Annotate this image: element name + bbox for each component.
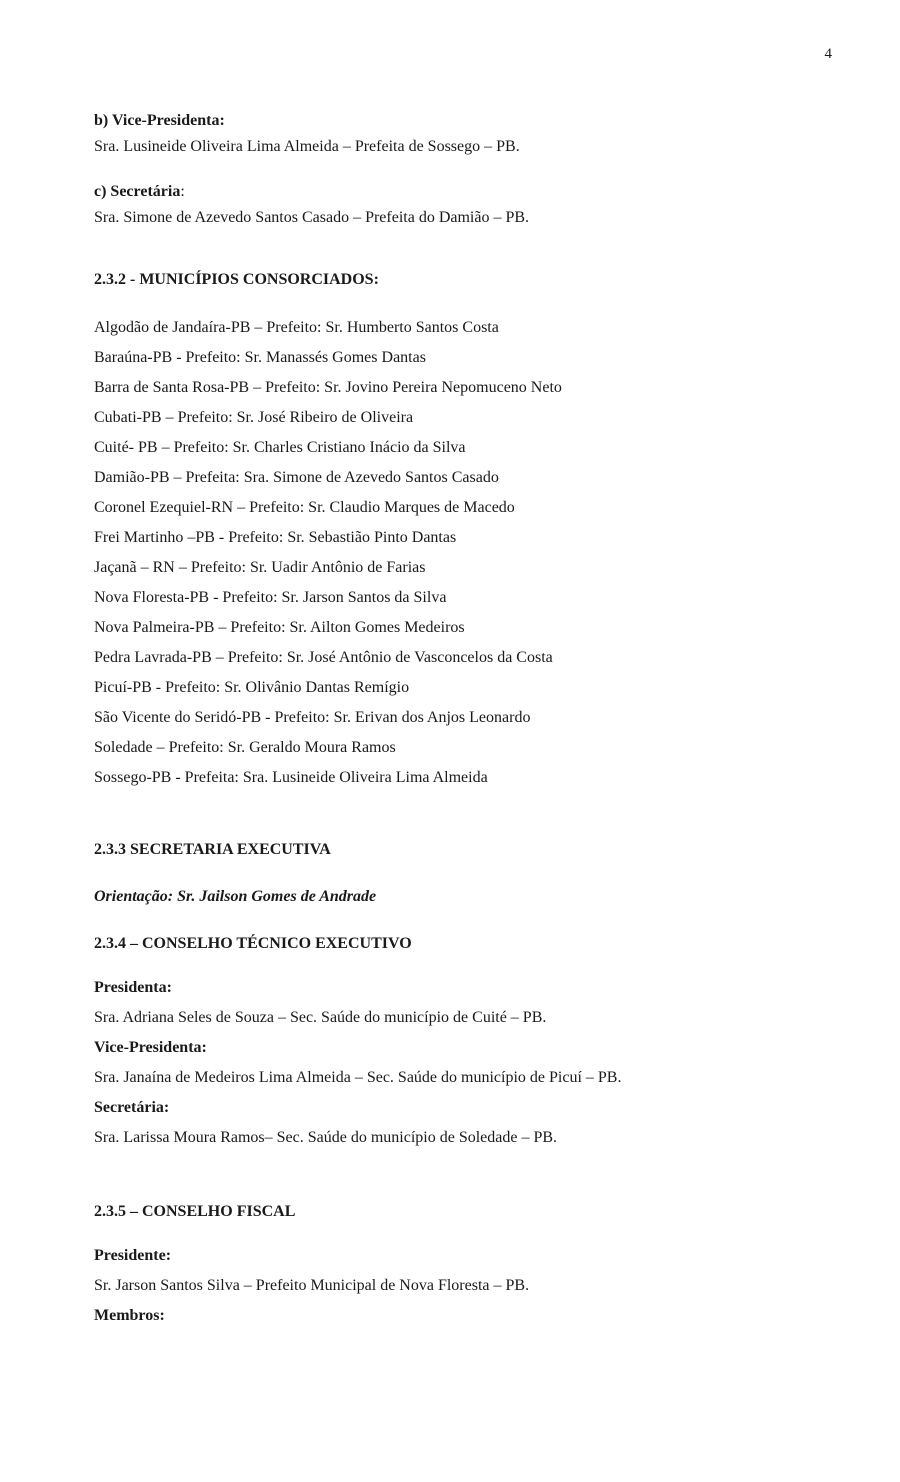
officer-value: Sr. Jarson Santos Silva – Prefeito Municipal de Nova Floresta – PB.: [94, 1277, 530, 1294]
section-title-municipios-consorciados: 2.3.2 - MUNICÍPIOS CONSORCIADOS:: [94, 271, 379, 288]
conselho-tecnico-entries: [94, 973, 822, 1153]
municipio-item: Picuí-PB - Prefeito: Sr. Olivânio Dantas Remígio: [94, 679, 410, 696]
entry-secretaria-label-line: [94, 179, 822, 205]
municipio-item: São Vicente do Seridó-PB - Prefeito: Sr. Erivan dos Anjos Leonardo: [94, 709, 531, 726]
municipio-item: Barra de Santa Rosa-PB – Prefeito: Sr. Jovino Pereira Nepomuceno Neto: [94, 379, 562, 396]
municipio-item: Soledade – Prefeito: Sr. Geraldo Moura Ramos: [94, 739, 396, 756]
officer-label-text: Presidenta:: [94, 979, 172, 996]
section-title-conselho-fiscal: 2.3.5 – CONSELHO FISCAL: [94, 1203, 296, 1220]
entry-vice-presidenta-label: b) Vice-Presidenta:: [94, 112, 225, 129]
officer-label-text: Presidente:: [94, 1247, 172, 1264]
entry-secretaria-value: Sra. Simone de Azevedo Santos Casado – Prefeita do Damião – PB.: [94, 209, 530, 226]
entry-vice-presidenta-value: Sra. Lusineide Oliveira Lima Almeida – Prefeita de Sossego – PB.: [94, 138, 520, 155]
municipio-item: Cuité- PB – Prefeito: Sr. Charles Cristiano Inácio da Silva: [94, 439, 466, 456]
officer-label-text: Vice-Presidenta:: [94, 1039, 207, 1056]
municipio-item: Damião-PB – Prefeita: Sra. Simone de Azevedo Santos Casado: [94, 469, 499, 486]
section-title-conselho-tecnico: 2.3.4 – CONSELHO TÉCNICO EXECUTIVO: [94, 935, 412, 952]
officer-label: [94, 1033, 822, 1063]
entry-secretaria: [94, 179, 822, 231]
entry-vice-presidenta: [94, 108, 822, 160]
orientacao-line: Orientação: Sr. Jailson Gomes de Andrade: [94, 888, 377, 905]
municipio-item: Sossego-PB - Prefeita: Sra. Lusineide Oliveira Lima Almeida: [94, 769, 488, 786]
officer-label: [94, 1093, 822, 1123]
officer-value: Sra. Adriana Seles de Souza – Sec. Saúde do município de Cuité – PB.: [94, 1009, 547, 1026]
officer-label: [94, 973, 822, 1003]
officer-value: Sra. Janaína de Medeiros Lima Almeida – Sec. Saúde do município de Picuí – PB.: [94, 1069, 622, 1086]
municipio-item: Nova Floresta-PB - Prefeito: Sr. Jarson Santos da Silva: [94, 589, 447, 606]
conselho-fiscal-entries: [94, 1241, 822, 1331]
officer-label: [94, 1301, 822, 1331]
officer-label-text: Secretária:: [94, 1099, 170, 1116]
municipio-item: Baraúna-PB - Prefeito: Sr. Manassés Gomes Dantas: [94, 349, 426, 366]
municipio-item: Frei Martinho –PB - Prefeito: Sr. Sebastião Pinto Dantas: [94, 529, 457, 546]
officer-label: [94, 1241, 822, 1271]
municipio-item: Pedra Lavrada-PB – Prefeito: Sr. José Antônio de Vasconcelos da Costa: [94, 649, 553, 666]
municipio-item: Algodão de Jandaíra-PB – Prefeito: Sr. Humberto Santos Costa: [94, 319, 499, 336]
entry-secretaria-colon: :: [180, 183, 185, 200]
municipio-item: Nova Palmeira-PB – Prefeito: Sr. Ailton Gomes Medeiros: [94, 619, 465, 636]
municipio-item: Cubati-PB – Prefeito: Sr. José Ribeiro de Oliveira: [94, 409, 414, 426]
municipio-item: Coronel Ezequiel-RN – Prefeito: Sr. Claudio Marques de Macedo: [94, 499, 515, 516]
officer-value: Sra. Larissa Moura Ramos– Sec. Saúde do município de Soledade – PB.: [94, 1129, 558, 1146]
municipios-list: [94, 313, 822, 793]
entry-secretaria-label: c) Secretária: [94, 183, 181, 200]
municipio-item: Jaçanã – RN – Prefeito: Sr. Uadir Antônio de Farias: [94, 559, 426, 576]
officer-label-text: Membros:: [94, 1307, 165, 1324]
page-number: 4: [824, 46, 832, 62]
section-title-secretaria-executiva: 2.3.3 SECRETARIA EXECUTIVA: [94, 841, 331, 858]
